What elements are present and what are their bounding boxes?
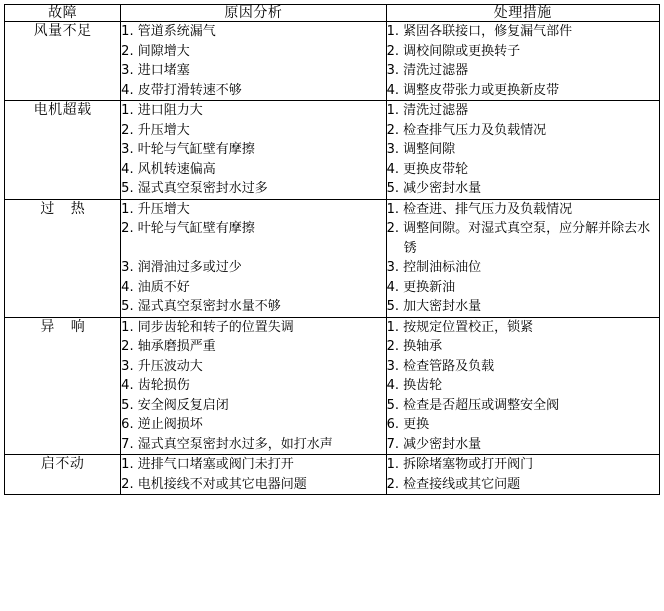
list-item: 3. 润滑油过多或过少 [121, 260, 242, 275]
list-item: 4. 更换新油 [386, 279, 456, 295]
column-header-cause: 原因分析 [121, 5, 386, 22]
list-item: 2. 叶轮与气缸壁有摩擦 [121, 221, 255, 236]
measure-cell [386, 455, 659, 495]
fault-name-cell: 电机超载 [5, 101, 121, 200]
list-item: 7. 减少密封水量 [386, 436, 482, 452]
list-item: 1. 清洗过滤器 [386, 103, 469, 118]
list-item: 4. 换齿轮 [386, 378, 443, 393]
list-item: 3. 控制油标油位 [386, 260, 482, 275]
list-item: 2. 轴承磨损严重 [121, 339, 216, 354]
list-item: 3. 检查管路及负载 [386, 358, 495, 374]
measure-cell [386, 317, 659, 455]
list-item: 3. 升压波动大 [121, 358, 203, 374]
fault-name-cell: 过 热 [5, 199, 121, 317]
list-item: 1. 拆除堵塞物或打开阀门 [386, 457, 534, 472]
table-header-row [5, 5, 660, 22]
list-item: 3. 清洗过滤器 [386, 63, 469, 78]
list-item: 4. 更换皮带轮 [386, 161, 469, 177]
list-item: 3. 调整间隙 [386, 142, 456, 157]
list-item: 1. 进排气口堵塞或阀门未打开 [121, 457, 294, 472]
cause-analysis-cell [121, 317, 386, 455]
list-item: 5. 加大密封水量 [386, 299, 482, 314]
fault-troubleshooting-table [4, 4, 660, 495]
list-item: 2. 间隙增大 [121, 43, 190, 59]
list-item: 6. 逆止阀损坏 [121, 417, 203, 432]
table-row [5, 101, 660, 200]
list-item: 4. 油质不好 [121, 279, 190, 295]
list-item: 1. 升压增大 [121, 201, 190, 217]
list-item: 2. 调整间隙。对湿式真空泵，应分解并除去水锈 [386, 221, 651, 256]
list-item: 4. 皮带打滑转速不够 [121, 82, 242, 98]
list-item: 2. 电机接线不对或其它电器问题 [121, 476, 307, 492]
column-header-fault: 故障 [5, 5, 121, 22]
list-item: 2. 换轴承 [386, 339, 443, 354]
list-item: 5. 湿式真空泵密封水过多 [121, 181, 268, 196]
list-item: 1. 管道系统漏气 [121, 24, 216, 39]
table-row [5, 199, 660, 317]
fault-name-cell: 异 响 [5, 317, 121, 455]
measure-cell [386, 22, 659, 101]
list-item: 1. 紧固各联接口，修复漏气部件 [386, 24, 573, 39]
list-item: 4. 调整皮带张力或更换新皮带 [386, 82, 560, 98]
list-item: 1. 按规定位置校正，锁紧 [386, 319, 534, 335]
measure-cell [386, 101, 659, 200]
list-item: 1. 进口阻力大 [121, 103, 203, 118]
list-item [121, 239, 385, 259]
cause-analysis-cell [121, 455, 386, 495]
list-item: 3. 进口堵塞 [121, 63, 190, 78]
table-body [5, 22, 660, 495]
list-item: 4. 齿轮损伤 [121, 378, 190, 393]
table-row [5, 22, 660, 101]
list-item: 1. 同步齿轮和转子的位置失调 [121, 319, 294, 335]
fault-name-cell: 风量不足 [5, 22, 121, 101]
list-item: 2. 调校间隙或更换转子 [386, 43, 521, 59]
cause-analysis-cell [121, 101, 386, 200]
list-item: 7. 湿式真空泵密封水过多，如打水声 [121, 436, 333, 452]
list-item: 5. 安全阀反复启闭 [121, 397, 229, 413]
list-item: 1. 检查进、排气压力及负载情况 [386, 201, 573, 217]
cause-analysis-cell [121, 22, 386, 101]
table-row [5, 317, 660, 455]
list-item: 6. 更换 [386, 417, 430, 432]
list-item: 5. 减少密封水量 [386, 181, 482, 196]
list-item: 4. 风机转速偏高 [121, 161, 216, 177]
list-item: 3. 叶轮与气缸壁有摩擦 [121, 142, 255, 157]
list-item: 2. 升压增大 [121, 122, 190, 138]
list-item: 2. 检查排气压力及负载情况 [386, 122, 547, 138]
column-header-measure: 处理措施 [386, 5, 659, 22]
list-item: 2. 检查接线或其它问题 [386, 476, 521, 492]
fault-name-cell: 启不动 [5, 455, 121, 495]
cause-analysis-cell [121, 199, 386, 317]
table-row [5, 455, 660, 495]
list-item: 5. 检查是否超压或调整安全阀 [386, 397, 560, 413]
measure-cell [386, 199, 659, 317]
list-item: 5. 湿式真空泵密封水量不够 [121, 299, 281, 314]
